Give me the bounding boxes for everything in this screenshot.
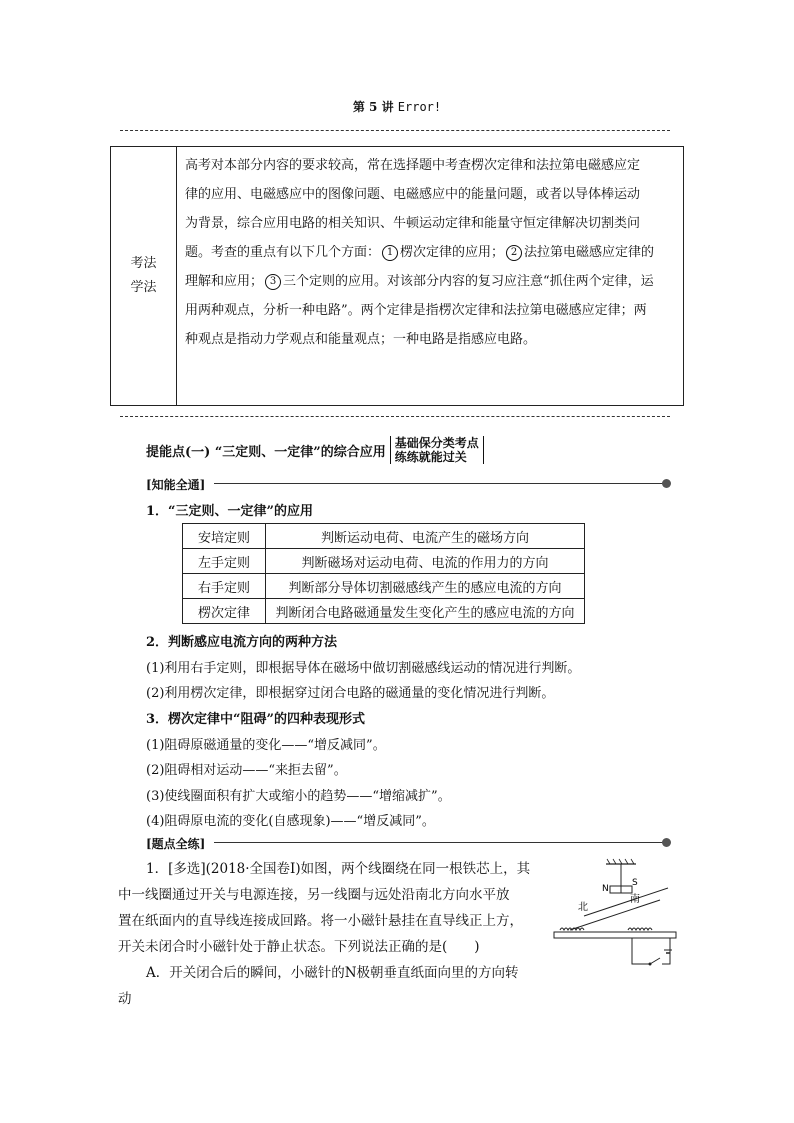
kaofa-xuefa-box: [110, 146, 684, 406]
title-prefix: 第 5 讲: [352, 100, 394, 114]
item3-line: (2)阻碍相对运动——“来拒去留”。: [146, 763, 347, 778]
kaofa-label: [111, 147, 177, 405]
kaofa-line: 高考对本部分内容的要求较高，常在选择题中考查楞次定律和法拉第电磁感应定: [185, 158, 641, 173]
kaofa-line: 律的应用、电磁感应中的图像问题、电磁感应中的能量问题，或者以导体棒运动: [185, 187, 641, 202]
item3-line: (3)使线圈面积有扩大或缩小的趋势——“增缩减扩”。: [146, 789, 451, 804]
question-line: 1．[多选](2018·全国卷Ⅰ)如图，两个线圈绕在同一根铁芯上，其: [146, 861, 531, 877]
kaofa-line4-a: 题。考查的重点有以下几个方面：: [185, 245, 381, 260]
circled-number: 2: [506, 245, 522, 261]
item1-title: 1．“三定则、一定律”的应用: [146, 504, 314, 519]
item3-title: 3．楞次定律中“阻碍”的四种表现形式: [146, 712, 366, 727]
rule-name: 楞次定律: [183, 599, 266, 624]
item3-line: (4)阻碍原电流的变化(自感现象)——“增反减同”。: [146, 814, 435, 829]
kaofa-label-1: 考法: [130, 256, 157, 271]
tidian-rule-dot: [662, 838, 671, 847]
right-coil: [628, 928, 652, 930]
north-pole-label: N: [602, 884, 609, 894]
zhineng-rule-dot: [662, 479, 671, 488]
option-a-line: 动: [118, 991, 132, 1007]
kaofa-line: [185, 238, 679, 267]
rules-table: [182, 523, 585, 624]
kaofa-description: [185, 151, 679, 354]
kaofa-line5-a: 理解和应用；: [185, 274, 264, 289]
question-line: 中一线圈通过开关与电源连接，另一线圈与远处沿南北方向水平放: [118, 887, 510, 903]
rule-desc: 判断闭合电路磁通量发生变化产生的感应电流的方向: [266, 599, 585, 624]
question-text: [118, 856, 548, 1012]
rule-desc: 判断磁场对运动电荷、电流的作用力的方向: [266, 549, 585, 574]
rule-desc: 判断运动电荷、电流产生的磁场方向: [266, 524, 585, 549]
table-row: [183, 549, 585, 574]
bottom-dashed-divider: [120, 416, 670, 417]
kaofa-line4-b: 楞次定律的应用；: [400, 245, 505, 260]
kaofa-line: 为背景，综合应用电路的相关知识、牛顿运动定律和能量守恒定律解决切割类问: [185, 216, 641, 231]
table-row: [183, 599, 585, 624]
section-heading: [146, 436, 484, 464]
tidian-rule: [214, 842, 666, 843]
bracket-line-1: 基础保分类考点: [394, 436, 479, 450]
iron-core: [554, 932, 676, 938]
circled-number: 3: [265, 274, 281, 290]
section-bracket-note: [390, 436, 484, 464]
table-row: [183, 574, 585, 599]
zhineng-rule: [214, 483, 666, 484]
left-coil: [560, 928, 584, 930]
option-a-line: A．开关闭合后的瞬间，小磁针的N极朝垂直纸面向里的方向转: [146, 965, 519, 981]
kaofa-line5-b: 三个定则的应用。对该部分内容的复习应注意“抓住两个定律，运: [283, 274, 654, 289]
circuit-wire: [632, 938, 650, 964]
top-dashed-divider: [120, 130, 670, 131]
item3-line: (1)阻碍原磁通量的变化——“增反减同”。: [146, 738, 386, 753]
tidian-label: [题点全练]: [146, 837, 206, 851]
rule-name: 左手定则: [183, 549, 266, 574]
kaofa-line: [185, 267, 679, 296]
question-line: 开关未闭合时小磁针处于静止状态。下列说法正确的是( ): [118, 939, 480, 955]
rule-name: 安培定则: [183, 524, 266, 549]
kaofa-label-2: 学法: [130, 280, 157, 295]
page-title: [0, 98, 794, 115]
bracket-line-2: 练练就能过关: [394, 450, 467, 464]
table-row: [183, 524, 585, 549]
title-error: Error!: [397, 100, 442, 114]
question-line: 置在纸面内的直导线连接成回路。将一小磁针悬挂在直导线正上方，: [118, 913, 523, 929]
item2-title: 2．判断感应电流方向的两种方法: [146, 635, 338, 650]
switch: [650, 958, 660, 964]
rule-desc: 判断部分导体切割磁感线产生的感应电流的方向: [266, 574, 585, 599]
rule-name: 右手定则: [183, 574, 266, 599]
circled-number: 1: [382, 245, 398, 261]
kaofa-line: 种观点是指动力学观点和能量观点；一种电路是指感应电路。: [185, 332, 537, 347]
section-heading-text: 提能点(一) “三定则、一定律”的综合应用: [146, 444, 386, 460]
south-pole-label: S: [632, 878, 638, 888]
kaofa-line4-c: 法拉第电磁感应定律的: [524, 245, 655, 260]
north-label: 北: [578, 902, 588, 913]
item2-line: (2)利用楞次定律，即根据穿过闭合电路的磁通量的变化情况进行判断。: [146, 686, 555, 701]
kaofa-line: 用两种观点，分析一种电路”。两个定律是指楞次定律和法拉第电磁感应定律；两: [185, 303, 647, 318]
coil-compass-figure: [550, 858, 680, 974]
south-label: 南: [630, 894, 640, 905]
zhineng-label: [知能全通]: [146, 478, 206, 492]
item2-line: (1)利用右手定则，即根据导体在磁场中做切割磁感线运动的情况进行判断。: [146, 661, 581, 676]
